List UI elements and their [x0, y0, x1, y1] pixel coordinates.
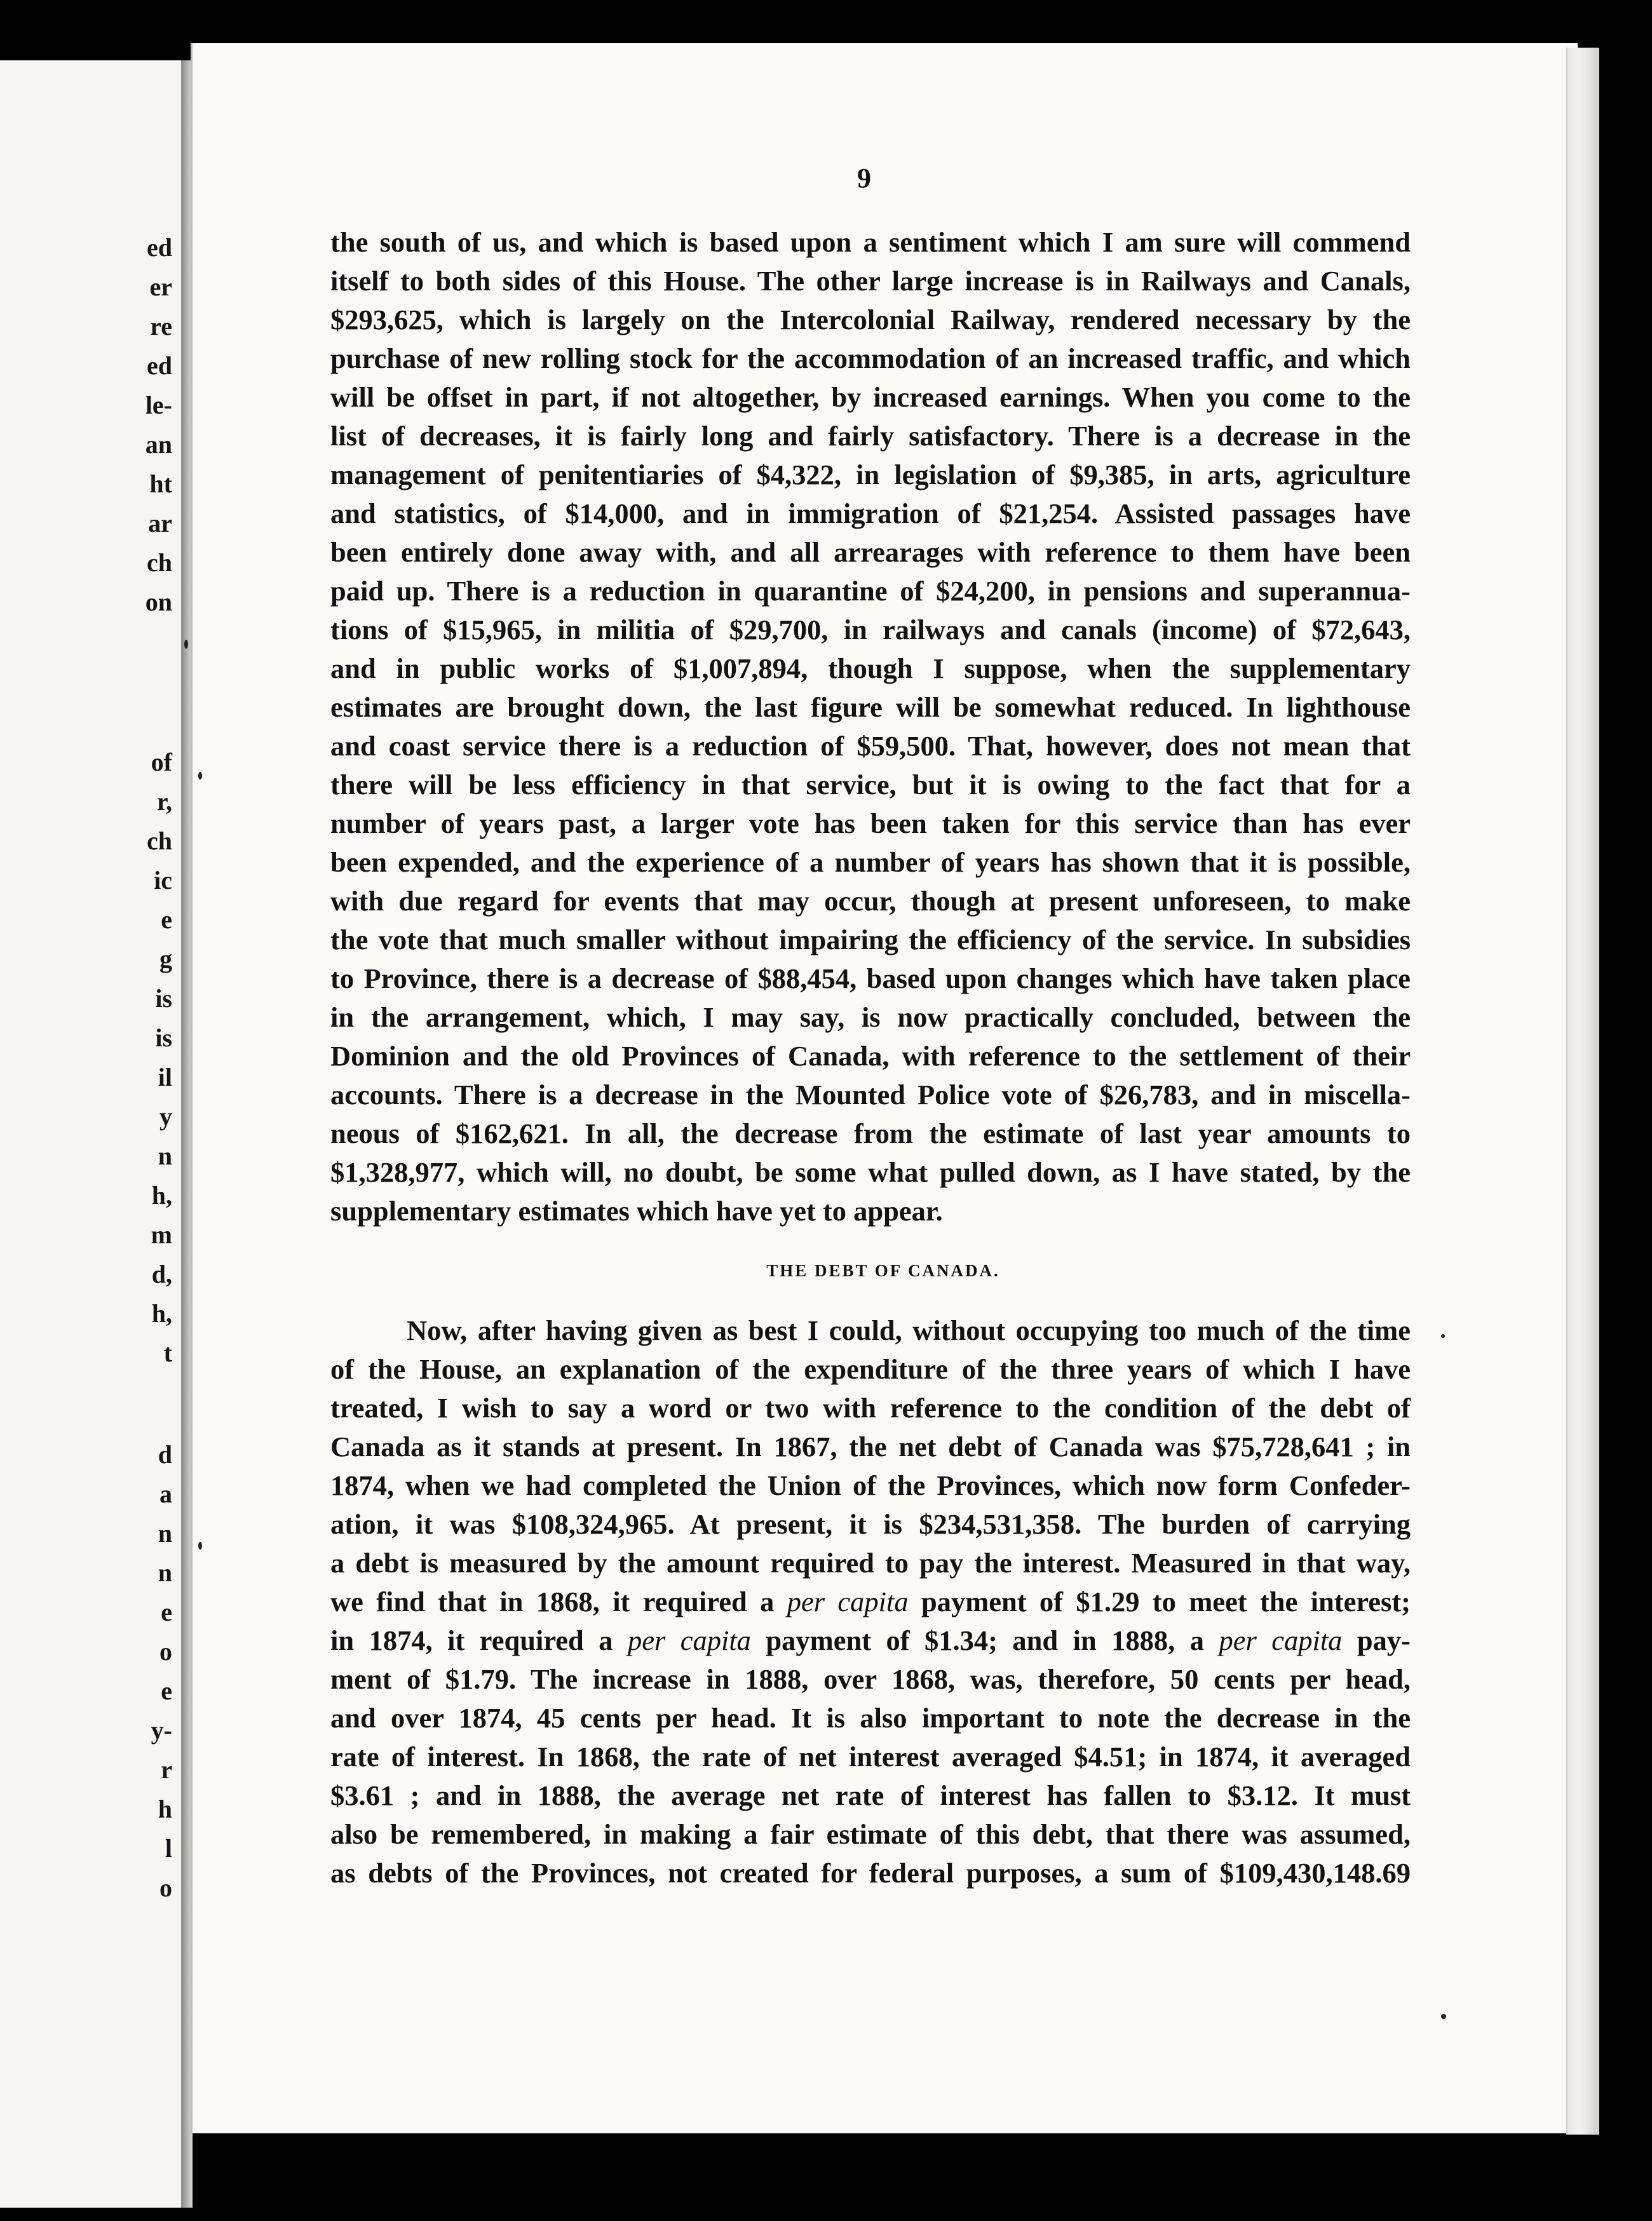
ink-speck — [198, 772, 202, 780]
left-page-fragment: r — [161, 1755, 172, 1784]
text-line: tions of $15,965, in militia of $29,700, in railways and canals (income) of $72,643, — [330, 614, 1411, 645]
left-page-fragment: l — [165, 1834, 172, 1863]
text-line: treated, I wish to say a word or two with reference to the condition of the debt of — [330, 1392, 1411, 1424]
text-line: ment of $1.79. The increase in 1888, over 1868, was, therefore, 50 cents per head, — [330, 1663, 1411, 1695]
ink-speck — [184, 640, 188, 649]
left-page-fragment: o — [159, 1873, 172, 1902]
left-page-fragment: t — [163, 1339, 172, 1367]
text-line: there will be less efficiency in that service, but it is owing to the fact that for a — [330, 769, 1411, 800]
text-line: and over 1874, 45 cents per head. It is also important to note the decrease in the — [330, 1702, 1411, 1734]
left-page-fragment: il — [158, 1063, 172, 1091]
ink-speck — [198, 1542, 202, 1549]
left-page-fragment: ch — [147, 548, 172, 577]
left-page-fragment: g — [159, 945, 172, 973]
ink-speck — [1441, 2014, 1446, 2019]
left-page-fragment: ed — [147, 233, 172, 262]
left-page-fragment: h, — [151, 1299, 172, 1328]
left-page-fragment: r, — [156, 787, 172, 816]
left-page — [0, 60, 185, 2208]
text-line: Now, after having given as best I could, without occupying too much of the time — [407, 1314, 1411, 1346]
text-line: we find that in 1868, it required a per capita payment of $1.29 to meet the interest; — [330, 1586, 1411, 1617]
text-line: with due regard for events that may occur, though at present unforeseen, to make — [330, 885, 1411, 917]
left-page-fragment: le- — [145, 391, 172, 419]
text-line: paid up. There is a reduction in quarantine of $24,200, in pensions and superannua- — [330, 575, 1411, 607]
left-page-fragment: y- — [151, 1716, 172, 1745]
text-line: $293,625, which is largely on the Intercolonial Railway, rendered necessary by the — [330, 304, 1411, 335]
text-line: list of decreases, it is fairly long and fairly satisfactory. There is a decrease in the — [330, 420, 1411, 452]
ink-speck — [1441, 1334, 1445, 1338]
left-page-fragment: on — [145, 588, 172, 616]
left-page-fragment: d, — [151, 1260, 172, 1288]
left-page-fragment: d — [158, 1440, 172, 1469]
text-line: and in public works of $1,007,894, though I suppose, when the supplementary — [330, 652, 1411, 684]
text-line: rate of interest. In 1868, the rate of net interest averaged $4.51; in 1874, it averaged — [330, 1741, 1411, 1772]
text-line: 1874, when we had completed the Union of the Provinces, which now form Confeder- — [330, 1469, 1411, 1501]
left-page-fragment: ed — [147, 351, 172, 380]
text-line: ation, it was $108,324,965. At present, it is $234,531,358. The burden of carrying — [330, 1508, 1411, 1540]
text-line: in the arrangement, which, I may say, is now practically concluded, between the — [330, 1001, 1411, 1033]
left-page-fragment: e — [161, 1677, 172, 1705]
italic-phrase: per capita — [627, 1624, 751, 1656]
left-page-fragment: ht — [149, 469, 172, 498]
text-line: Dominion and the old Provinces of Canada, with reference to the settlement of their — [330, 1040, 1411, 1072]
text-line: estimates are brought down, the last figure will be somewhat reduced. In lighthouse — [330, 691, 1411, 723]
text-line: number of years past, a larger vote has been taken for this service than has ever — [330, 807, 1411, 839]
text-line: management of penitentiaries of $4,322, in legislation of $9,385, in arts, agriculture — [330, 459, 1411, 490]
text-line: also be remembered, in making a fair estimate of this debt, that there was assumed, — [330, 1818, 1411, 1850]
left-page-fragment: is — [155, 1023, 172, 1052]
left-page-fragment: n — [158, 1558, 172, 1587]
page-edge — [1566, 48, 1599, 2135]
section-heading: THE DEBT OF CANADA. — [766, 1261, 1000, 1280]
text-line: itself to both sides of this House. The other large increase is in Railways and Canals, — [330, 265, 1411, 297]
left-page-fragment: is — [155, 984, 172, 1013]
text-line: as debts of the Provinces, not created for federal purposes, a sum of $109,430,148.69 — [330, 1857, 1411, 1889]
left-page-fragment: y — [159, 1102, 172, 1131]
left-page-fragment: ch — [147, 827, 172, 855]
text-line: accounts. There is a decrease in the Mounted Police vote of $26,783, and in miscella- — [330, 1079, 1411, 1110]
text-line: the vote that much smaller without impairing the efficiency of the service. In subsidies — [330, 924, 1411, 955]
left-page-fragment: h, — [151, 1181, 172, 1210]
left-page-fragment: an — [145, 430, 172, 459]
italic-phrase: per capita — [1219, 1624, 1343, 1656]
left-page-fragment: ic — [154, 866, 172, 894]
text-line: neous of $162,621. In all, the decrease from the estimate of last year amounts to — [330, 1117, 1411, 1149]
page-number: 9 — [857, 163, 871, 194]
left-page-fragment: ar — [148, 509, 172, 537]
text-line: and statistics, of $14,000, and in immigration of $21,254. Assisted passages have — [330, 497, 1411, 529]
text-line: purchase of new rolling stock for the accommodation of an increased traffic, and which — [330, 342, 1411, 374]
left-page-fragment: re — [150, 312, 172, 341]
text-line: been entirely done away with, and all arrearages with reference to them have been — [330, 536, 1411, 568]
text-line: will be offset in part, if not altogether, by increased earnings. When you come to the — [330, 381, 1411, 413]
left-page-fragment: e — [161, 905, 172, 934]
text-line: in 1874, it required a per capita payment of $1.34; and in 1888, a per capita pay- — [330, 1624, 1411, 1656]
left-page-fragment: a — [159, 1480, 172, 1508]
left-page-fragment: o — [159, 1637, 172, 1666]
text-line: of the House, an explanation of the expenditure of the three years of which I have — [330, 1353, 1411, 1385]
left-page-fragment: n — [158, 1519, 172, 1548]
left-page-fragment: e — [161, 1598, 172, 1626]
italic-phrase: per capita — [787, 1586, 909, 1617]
text-line: $3.61 ; and in 1888, the average net rate of interest has fallen to $3.12. It must — [330, 1779, 1411, 1811]
left-page-fragment: er — [149, 273, 172, 301]
text-line: and coast service there is a reduction of $59,500. That, however, does not mean that — [330, 730, 1411, 762]
text-line: been expended, and the experience of a number of years has shown that it is possible, — [330, 846, 1411, 878]
left-page-fragment: h — [158, 1795, 172, 1823]
text-line: to Province, there is a decrease of $88,454, based upon changes which have taken place — [330, 962, 1411, 994]
left-page-fragment: of — [151, 748, 172, 776]
text-line: supplementary estimates which have yet to appear. — [330, 1195, 943, 1227]
left-page-fragment: n — [158, 1142, 172, 1170]
text-line: the south of us, and which is based upon a sentiment which I am sure will commend — [330, 226, 1411, 258]
left-page-fragment: m — [151, 1220, 172, 1249]
text-line: $1,328,977, which will, no doubt, be some what pulled down, as I have stated, by the — [330, 1156, 1411, 1188]
text-line: Canada as it stands at present. In 1867, the net debt of Canada was $75,728,641 ; in — [330, 1431, 1411, 1462]
text-line: a debt is measured by the amount required to pay the interest. Measured in that way, — [330, 1547, 1411, 1579]
